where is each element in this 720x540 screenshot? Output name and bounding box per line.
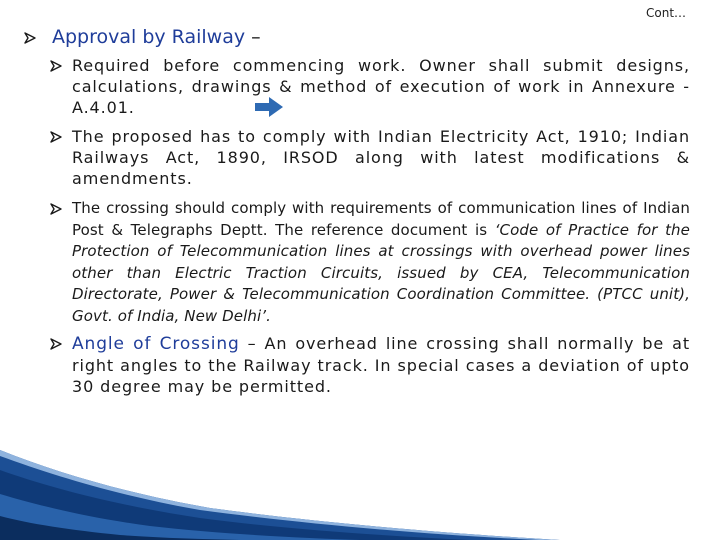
arrowhead-bullet-icon <box>50 203 62 215</box>
arrowhead-bullet-icon <box>50 131 62 143</box>
list-item-text <box>72 198 690 327</box>
heading-dash: – <box>245 26 261 48</box>
list-item-text <box>72 333 690 397</box>
arrowhead-bullet-icon <box>50 60 62 72</box>
decorative-swoosh <box>0 450 720 540</box>
angle-of-crossing-text: – An overhead line crossing shall normally be at right angles to the Railway track. In special cases a deviation of upto 30 degree may be permitted. <box>72 334 690 396</box>
reference-document-text: ‘Code of Practice for the Protection of Telecommunication lines at crossings with overhead power lines other than Electric Traction Circuits, issued by CEA, Telecommunication Directorate, Power & Telecommunication Coordination Committee. (PTCC unit), Govt. of India, New Delhi’. <box>72 220 690 325</box>
list-item <box>50 198 690 327</box>
arrowhead-bullet-icon <box>50 338 62 350</box>
list-item-text: The proposed has to comply with Indian Electricity Act, 1910; Indian Railways Act, 1890, IRSOD along with latest modifications & amendments. <box>72 127 690 188</box>
angle-of-crossing-title: Angle of Crossing <box>72 334 240 354</box>
list-item <box>50 333 690 397</box>
continued-label: Cont… <box>646 6 687 20</box>
crossing-text: The crossing should comply with requirements of communication lines of Indian Post & Telegraphs Deptt. The reference document is <box>72 199 690 239</box>
list-item <box>50 126 690 189</box>
heading-text: Approval by Railway <box>52 26 246 48</box>
arrowhead-bullet-icon <box>24 32 36 44</box>
list-item <box>50 55 690 118</box>
list-item-text: Required before commencing work. Owner shall submit designs, calculations, drawings & method of execution of work in Annexure -A.4.01. <box>72 56 690 117</box>
right-arrow-icon <box>254 96 284 118</box>
